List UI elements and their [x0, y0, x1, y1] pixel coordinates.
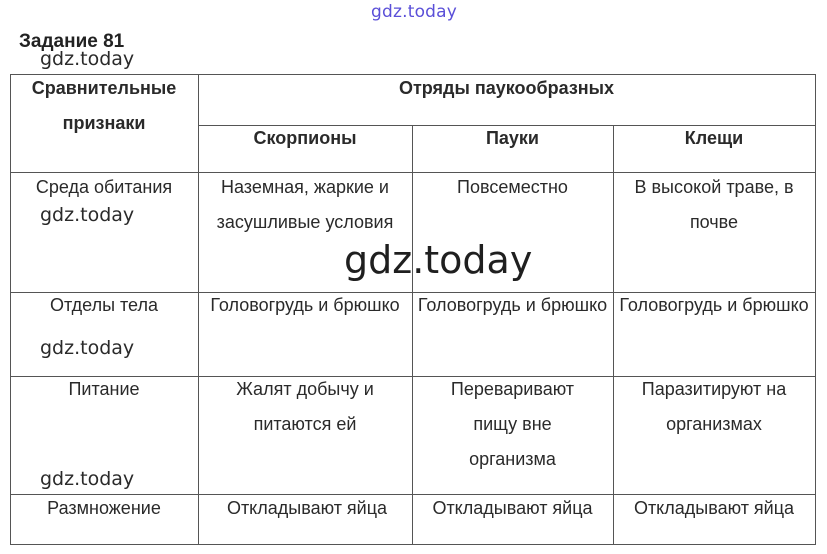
row-habitat-criterion: Среда обитания	[35, 177, 173, 197]
header-col-spiders: Пауки	[485, 128, 540, 148]
row-body-criterion: Отделы тела	[50, 295, 158, 315]
watermark-large: gdz.today	[344, 238, 533, 282]
row-habitat-ticks: В высокой траве, в почве	[634, 177, 794, 232]
row-habitat-spiders: Повсеместно	[457, 177, 568, 197]
watermark-1: gdz.today	[40, 48, 135, 70]
row-reproduction-ticks: Откладывают яйца	[633, 498, 795, 518]
row-nutrition-ticks: Паразитируют на организмах	[641, 379, 787, 434]
row-habitat-scorpions: Наземная, жаркие и засушливые условия	[216, 177, 394, 232]
row-nutrition-criterion: Питание	[68, 379, 140, 399]
watermark-4: gdz.today	[40, 468, 135, 490]
row-reproduction-spiders: Откладывают яйца	[432, 498, 593, 518]
row-reproduction-criterion: Размножение	[47, 498, 161, 518]
watermark-top: gdz.today	[371, 2, 458, 22]
header-col-scorpions: Скорпионы	[253, 128, 357, 148]
header-criteria: Сравнительные признаки	[31, 78, 177, 133]
row-nutrition-scorpions: Жалят добычу и питаются ей	[236, 379, 374, 434]
row-body-scorpions: Головогрудь и брюшко	[210, 295, 400, 315]
watermark-2: gdz.today	[40, 204, 135, 226]
header-col-ticks: Клещи	[684, 128, 744, 148]
row-reproduction-scorpions: Откладывают яйца	[226, 498, 388, 518]
header-group: Отряды паукообразных	[398, 78, 615, 98]
task-title: Задание 81	[19, 31, 125, 52]
row-body-ticks: Головогрудь и брюшко	[619, 295, 809, 315]
row-nutrition-spiders: Переваривают пищу вне организма	[450, 379, 575, 469]
watermark-3: gdz.today	[40, 337, 135, 359]
row-body-spiders: Головогрудь и брюшко	[417, 295, 608, 315]
